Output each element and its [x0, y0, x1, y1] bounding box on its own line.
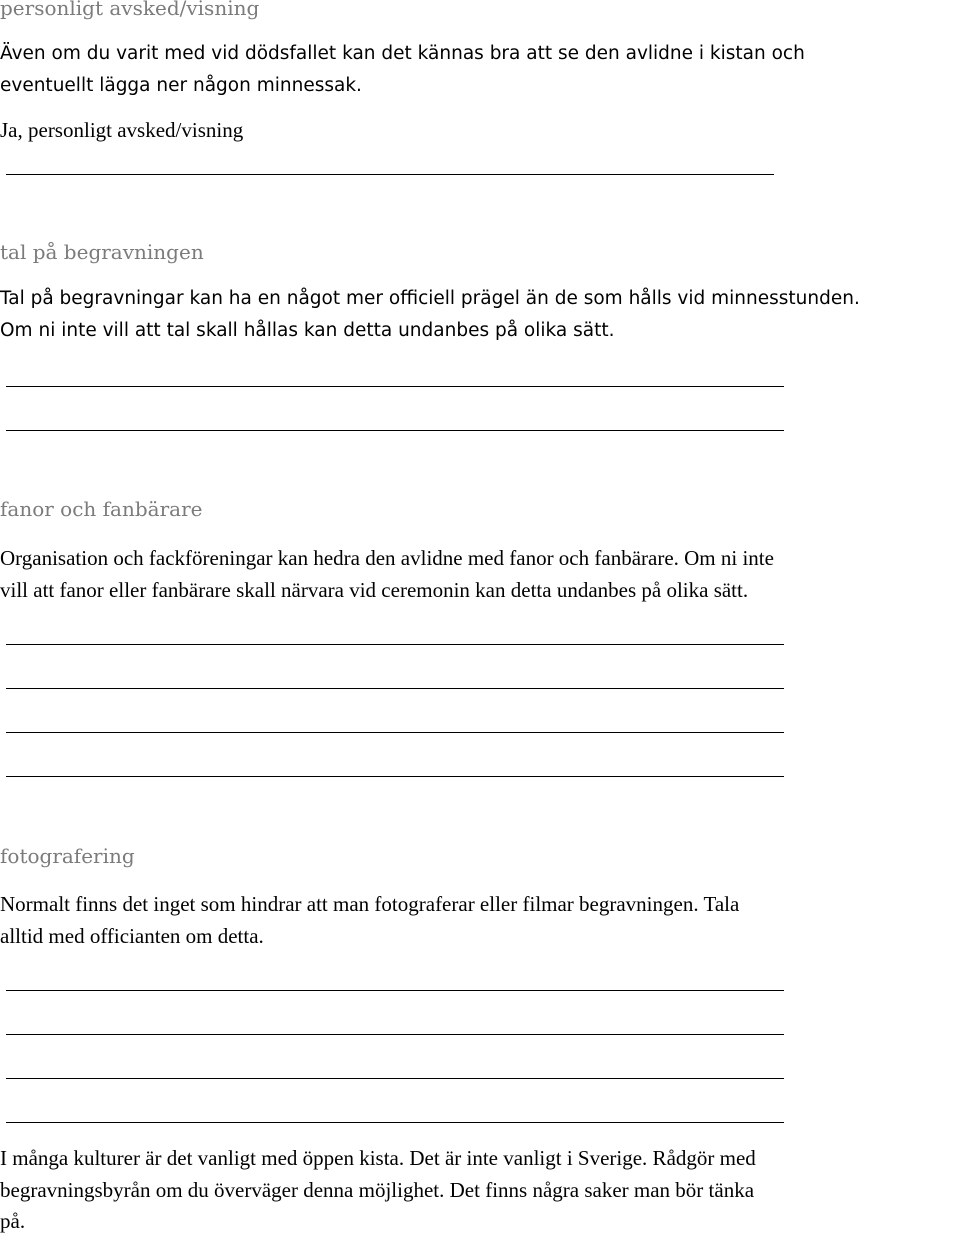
- foto-text-line-2: alltid med officianten om detta.: [0, 924, 264, 948]
- fanor-answer-line-2[interactable]: [6, 688, 784, 689]
- visning-answer-line[interactable]: [6, 174, 774, 175]
- foto-answer-line-2[interactable]: [6, 1034, 784, 1035]
- visning-text-line-2: eventuellt lägga ner någon minnessak.: [0, 75, 362, 96]
- fanor-answer-line-3[interactable]: [6, 732, 784, 733]
- tal-text-line-1: Tal på begravningar kan ha en något mer officiell prägel än de som hålls vid minnesstunden.: [0, 288, 860, 309]
- foto-answer-line-3[interactable]: [6, 1078, 784, 1079]
- section-heading-tal: tal på begravningen: [0, 240, 204, 264]
- foto-answer-line-1[interactable]: [6, 990, 784, 991]
- tal-text-line-2: Om ni inte vill att tal skall hållas kan detta undanbes på olika sätt.: [0, 320, 615, 341]
- kista-text-line-2: begravningsbyrån om du överväger denna möjlighet. Det finns några saker man bör tänka: [0, 1178, 755, 1202]
- foto-answer-line-4[interactable]: [6, 1122, 784, 1123]
- section-heading-foto: fotografering: [0, 844, 135, 868]
- tal-answer-line-2[interactable]: [6, 430, 784, 431]
- visning-text-line-1: Även om du varit med vid dödsfallet kan det kännas bra att se den avlidne i kistan och: [0, 43, 805, 64]
- fanor-text-line-1: Organisation och fackföreningar kan hedra den avlidne med fanor och fanbärare. Om ni inte: [0, 546, 774, 570]
- fanor-text-line-2: vill att fanor eller fanbärare skall närvara vid ceremonin kan detta undanbes på olika sätt.: [0, 578, 749, 602]
- section-heading-fanor: fanor och fanbärare: [0, 497, 203, 521]
- foto-text-line-1: Normalt finns det inget som hindrar att man fotograferar eller filmar begravningen. Tala: [0, 892, 740, 916]
- fanor-answer-line-4[interactable]: [6, 776, 784, 777]
- tal-answer-line-1[interactable]: [6, 386, 784, 387]
- visning-option-label: Ja, personligt avsked/visning: [0, 118, 244, 142]
- kista-text-line-3: på.: [0, 1209, 26, 1233]
- section-heading-visning: personligt avsked/visning: [0, 0, 260, 20]
- kista-text-line-1: I många kulturer är det vanligt med öppen kista. Det är inte vanligt i Sverige. Rådgör med: [0, 1146, 756, 1170]
- fanor-answer-line-1[interactable]: [6, 644, 784, 645]
